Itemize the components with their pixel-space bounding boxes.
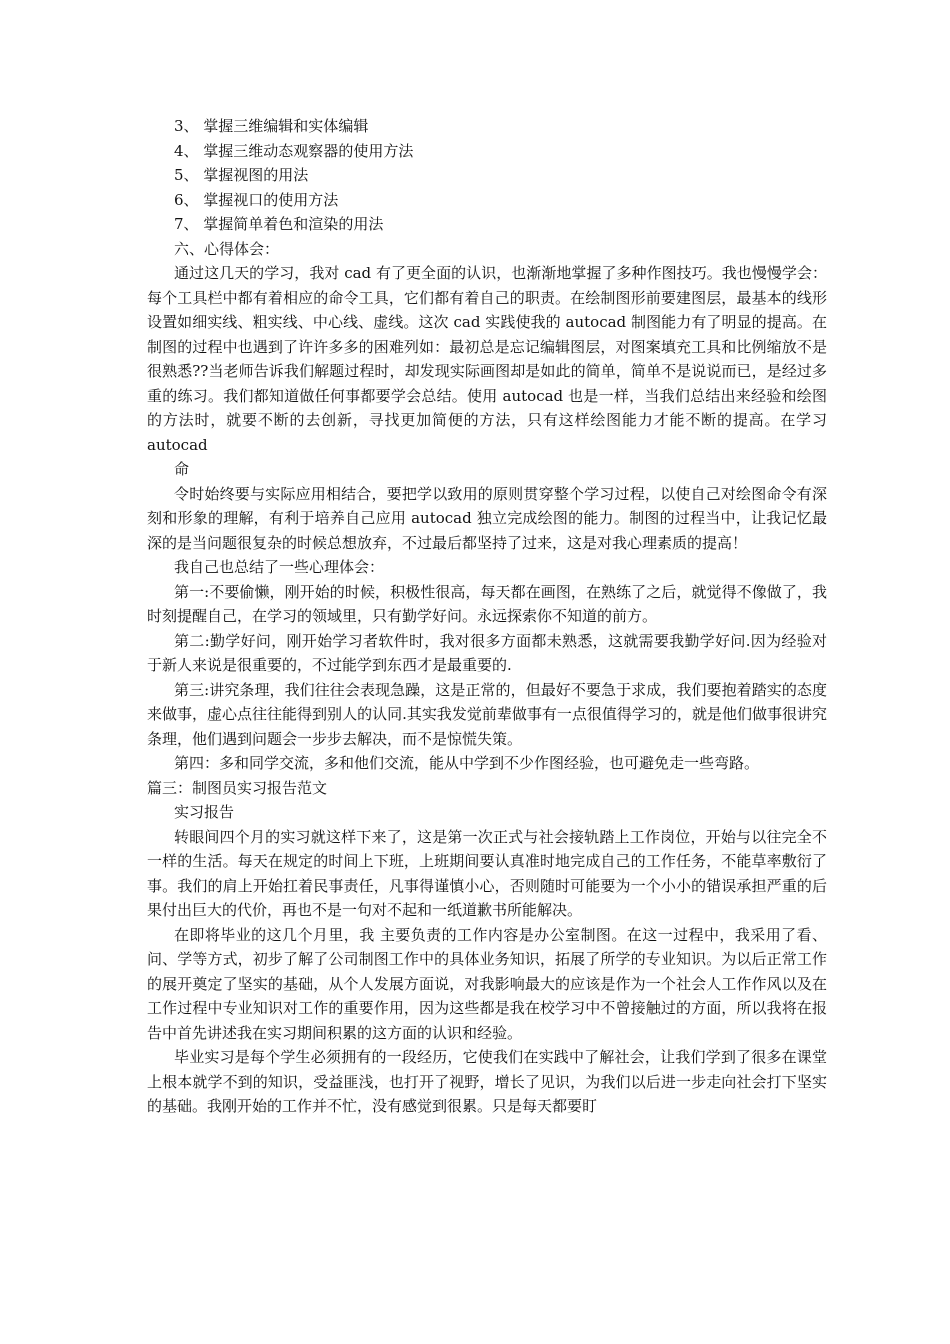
paragraph: 转眼间四个月的实习就这样下来了，这是第一次正式与社会接轨踏上工作岗位，开始与以往完全不一样的生活。每天在规定的时间上下班，上班期间要认真准时地完成自己的工作任务，不能草率敷衍了事。我们的肩上开始扛着民事责任，凡事得谨慎小心，否则随时可能要为一个小小的错误承担严重的后果付出巨大的代价，再也不是一句对不起和一纸道歉书所能解决。 [147,827,827,919]
paragraph: 第三:讲究条理，我们往往会表现急躁，这是正常的，但最好不要急于求成，我们要抱着踏实的态度来做事，虚心点往往能得到别人的认同.其实我发觉前辈做事有一点很值得学习的，就是他们做事很讲究条理，他们遇到问题会一步步去解决，而不是惊慌失策。 [147,680,827,748]
report-heading: 实习报告 [174,803,235,821]
paragraph: 第四：多和同学交流，多和他们交流，能从中学到不少作图经验，也可避免走一些弯路。 [174,754,760,772]
section-heading: 六、心得体会： [174,239,280,258]
paragraph: 在即将毕业的这几个月里，我 主要负责的工作内容是办公室制图。在这一过程中，我采用了看、问、学等方式，初步了解了公司制图工作中的具体业务知识，拓展了所学的专业知识。为以后正常工作的展开奠定了坚实的基础，从个人发展方面说，对我影响最大的应该是作为一个社会人工作作风以及在工作过程中专业知识对工作的重要作用，因为这些都是我在校学习中不曾接触过的方面，所以我将在报告中首先讲述我在实习期间积累的这方面的认识和经验。 [147,925,827,1042]
list-item: 7、 掌握简单着色和渲染的用法 [174,215,384,233]
paragraph: 第二:勤学好问，刚开始学习者软件时，我对很多方面都未熟悉，这就需要我勤学好问.因为经验对于新人来说是很重要的，不过能学到东西才是最重要的. [147,631,827,674]
paragraph: 毕业实习是每个学生必须拥有的一段经历，它使我们在实践中了解社会，让我们学到了很多在课堂上根本就学不到的知识，受益匪浅，也打开了视野，增长了见识，为我们以后进一步走向社会打下坚实的基础。我刚开始的工作并不忙，没有感觉到很累。只是每天都要盯 [147,1048,827,1115]
document-page [147,114,827,1119]
paragraph: 令时始终要与实际应用相结合，要把学以致用的原则贯穿整个学习过程，以使自己对绘图命令有深刻和形象的理解，有利于培养自己应用 autocad 独立完成绘图的能力。制图的过程当中，让我记忆最深的是当问题很复杂的时候总想放弃，不过最后都坚持了过来，这是对我心理素质的提高！ [147,484,827,552]
list-item: 5、 掌握视图的用法 [174,166,309,184]
paragraph: 通过这几天的学习，我对 cad 有了更全面的认识，也渐渐地掌握了多种作图技巧。我也慢慢学会：每个工具栏中都有着相应的命令工具，它们都有着自己的职责。在绘制图形前要建图层，最基本的线形设置如细实线、粗实线、中心线、虚线。这次 cad 实践使我的 autocad 制图能力有了明显的提高。在制图的过程中也遇到了许许多多的困难列如：最初总是忘记编辑图层，对图案填充工具和比例缩放不是很熟悉??当老师告诉我们解题过程时，却发现实际画图却是如此的简单，简单不是说说而已，是经过多重的练习。我们都知道做任何事都要学会总结。使用 autocad 也是一样，当我们总结出来经验和绘图的方法时，就要不断的去创新，寻找更加简便的方法，只有这样绘图能力才能不断的提高。在学习 autocad [147,264,827,454]
list-item: 6、 掌握视口的使用方法 [174,190,339,209]
list-item: 3、 掌握三维编辑和实体编辑 [174,117,369,135]
paragraph: 第一:不要偷懒，刚开始的时候，积极性很高，每天都在画图，在熟练了之后，就觉得不像做了，我时刻提醒自己，在学习的领域里，只有勤学好问。永远探索你不知道的前方。 [147,582,827,625]
article-title: 篇三：制图员实习报告范文 [147,778,328,797]
paragraph: 我自己也总结了一些心理体会： [174,558,385,576]
paragraph-fragment: 命 [174,460,190,478]
list-item: 4、 掌握三维动态观察器的使用方法 [174,141,414,160]
